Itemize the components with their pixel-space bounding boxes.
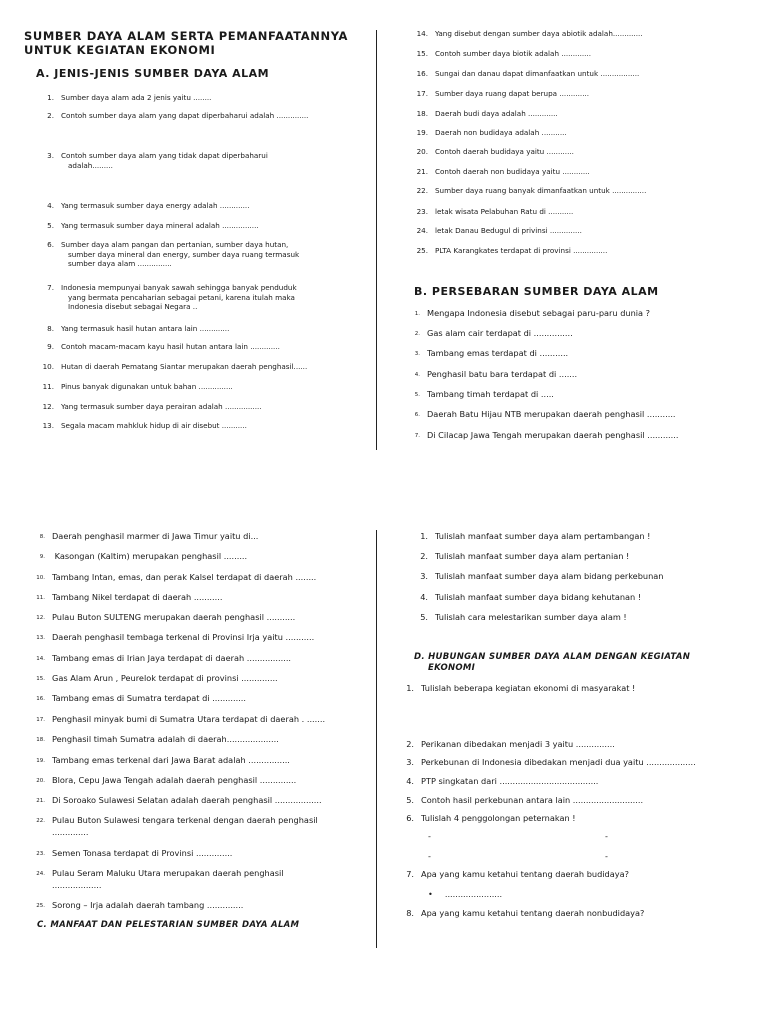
question-number: 1. <box>414 311 420 317</box>
question-text: letak Danau Bedugul di privinsi .............. <box>435 226 582 235</box>
question-text: PLTA Karangkates terdapat di provinsi ............... <box>435 246 608 255</box>
question-b-23 <box>31 848 232 860</box>
question-number: 8. <box>47 324 54 333</box>
question-d-1 <box>400 683 635 694</box>
question-number: 11. <box>42 382 54 391</box>
question-text: Gas Alam Arun , Peurelok terdapat di provinsi .............. <box>52 673 278 683</box>
question-number: 12. <box>42 402 54 411</box>
question-text: Contoh hasil perkebunan antara lain ........................... <box>421 795 644 805</box>
question-text-cont: adalah......... <box>68 160 113 170</box>
question-a-9 <box>40 342 280 352</box>
question-text: Perkebunan di Indonesia dibedakan menjadi dua yaitu ................... <box>421 757 696 767</box>
question-text: Contoh daerah budidaya yaitu ............ <box>435 147 574 156</box>
question-text-cont: .............. <box>52 826 89 837</box>
question-text: Pulau Buton Sulawesi tengara terkenal dengan daerah penghasil <box>52 815 318 825</box>
section-d-heading-line-1: D. HUBUNGAN SUMBER DAYA ALAM DENGAN KEGIATAN <box>414 652 691 662</box>
question-number: 9. <box>47 342 54 351</box>
question-text: Penghasil minyak bumi di Sumatra Utara terdapat di daerah . ....... <box>52 714 326 724</box>
question-text: Yang termasuk sumber daya energy adalah ............. <box>61 201 250 210</box>
question-b-10 <box>31 572 316 584</box>
question-text: Apa yang kamu ketahui tentang daerah nonbudidaya? <box>421 908 645 918</box>
answer-dash: - <box>605 851 608 861</box>
bullet-icon: • <box>428 889 433 899</box>
question-text: Daerah non budidaya adalah ........... <box>435 128 567 137</box>
question-number: 17. <box>416 89 428 98</box>
question-number: 10. <box>36 575 45 581</box>
question-number: 15. <box>36 676 45 682</box>
question-text: Contoh sumber daya alam yang tidak dapat diperbaharui <box>61 151 268 160</box>
question-text: Tambang emas di Sumatra terdapat di ............. <box>52 693 247 703</box>
question-number: 2. <box>47 111 54 120</box>
question-text: Daerah budi daya adalah ............. <box>435 109 558 118</box>
question-a-23 <box>414 207 573 217</box>
question-c-5 <box>414 612 627 623</box>
question-number: 17. <box>36 717 45 723</box>
question-text: Apa yang kamu ketahui tentang daerah budidaya? <box>421 869 629 879</box>
question-a-2 <box>40 111 308 121</box>
question-text: PTP singkatan dari ...................................... <box>421 776 599 786</box>
question-number: 6. <box>406 813 414 823</box>
question-b-4 <box>406 369 577 381</box>
question-text: Tambang emas terdapat di ........... <box>427 348 569 358</box>
question-a-24 <box>414 226 582 236</box>
question-b-8 <box>31 531 258 543</box>
question-number: 13. <box>42 421 54 430</box>
question-c-4 <box>414 592 641 603</box>
question-d-6 <box>400 813 576 824</box>
title-line-2: UNTUK KEGIATAN EKONOMI <box>24 43 216 57</box>
question-text: Tulislah 4 penggolongan peternakan ! <box>421 813 576 823</box>
title-line-1: SUMBER DAYA ALAM SERTA PEMANFAATANNYA <box>24 29 349 43</box>
question-text: Gas alam cair terdapat di ............... <box>427 328 573 338</box>
question-a-8 <box>40 324 229 334</box>
question-number: 14. <box>416 29 428 38</box>
question-b-21 <box>31 795 322 807</box>
column-divider-top <box>376 30 377 450</box>
worksheet-title <box>24 29 348 57</box>
question-a-12 <box>40 402 262 412</box>
question-a-22 <box>414 186 646 196</box>
question-b-16 <box>31 693 246 705</box>
question-number: 5. <box>47 221 54 230</box>
question-number: 4. <box>406 776 414 786</box>
question-text: Tambang timah terdapat di ..... <box>427 389 554 399</box>
question-text: Sungai dan danau dapat dimanfaatkan untuk ................. <box>435 69 640 78</box>
question-text: Tambang emas terkenal dari Jawa Barat adalah ................ <box>52 755 290 765</box>
question-number: 3. <box>414 351 420 357</box>
question-text: letak wisata Pelabuhan Ratu di ........... <box>435 207 574 216</box>
question-text: Blora, Cepu Jawa Tengah adalah daerah penghasil .............. <box>52 775 297 785</box>
question-number: 4. <box>420 592 428 602</box>
answer-dash: - <box>605 831 608 841</box>
question-number: 6. <box>414 412 420 418</box>
question-number: 19. <box>416 128 428 137</box>
question-number: 19. <box>36 758 45 764</box>
question-b-25 <box>31 900 243 912</box>
question-b-12 <box>31 612 295 624</box>
question-number: 20. <box>416 147 428 156</box>
question-text: Contoh sumber daya alam yang dapat diperbaharui adalah .............. <box>61 111 309 120</box>
question-a-6 <box>40 240 299 269</box>
question-text: Tulislah manfaat sumber daya alam pertambangan ! <box>435 531 651 541</box>
question-number: 22. <box>36 818 45 824</box>
question-number: 5. <box>414 392 420 398</box>
question-d-2 <box>400 739 615 750</box>
question-number: 1. <box>420 531 428 541</box>
question-b-3 <box>406 348 568 360</box>
question-number: 15. <box>416 49 428 58</box>
question-number: 8. <box>39 534 45 540</box>
question-b-18 <box>31 734 279 746</box>
question-a-15 <box>414 49 591 59</box>
question-text: Yang termasuk sumber daya mineral adalah ................ <box>61 221 259 230</box>
question-text: Sumber daya alam pangan dan pertanian, sumber daya hutan, <box>61 240 289 249</box>
question-a-16 <box>414 69 639 79</box>
question-text: Tambang Intan, emas, dan perak Kalsel terdapat di daerah ........ <box>52 572 317 582</box>
question-text: Tulislah cara melestarikan sumber daya alam ! <box>435 612 627 622</box>
question-number: 7. <box>406 869 414 879</box>
question-number: 5. <box>406 795 414 805</box>
question-b-5 <box>406 389 554 401</box>
question-a-7 <box>40 283 297 312</box>
question-a-17 <box>414 89 589 99</box>
question-a-13 <box>40 421 247 431</box>
column-divider-bottom <box>376 530 377 948</box>
question-number: 24. <box>36 871 45 877</box>
question-text: Pulau Buton SULTENG merupakan daerah penghasil ........... <box>52 612 296 622</box>
question-number: 10. <box>42 362 54 371</box>
question-number: 7. <box>414 433 420 439</box>
question-number: 25. <box>416 246 428 255</box>
question-a-20 <box>414 147 574 157</box>
question-b-6 <box>406 409 676 421</box>
question-text: Di Cilacap Jawa Tengah merupakan daerah penghasil ............ <box>427 430 679 440</box>
answer-dash: - <box>428 831 431 841</box>
question-text: Indonesia mempunyai banyak sawah sehingga banyak penduduk <box>61 283 297 292</box>
question-text: Tulislah manfaat sumber daya bidang kehutanan ! <box>435 592 642 602</box>
question-a-18 <box>414 109 558 119</box>
question-number: 18. <box>36 737 45 743</box>
question-text-cont: ................... <box>52 879 102 890</box>
question-text: Pulau Seram Maluku Utara merupakan daerah penghasil <box>52 868 284 878</box>
question-text: Tambang emas di Irian Jaya terdapat di daerah ................. <box>52 653 292 663</box>
question-a-19 <box>414 128 567 138</box>
question-number: 24. <box>416 226 428 235</box>
section-b-heading: B. PERSEBARAN SUMBER DAYA ALAM <box>414 285 659 298</box>
question-b-24 <box>31 868 284 890</box>
question-b-13 <box>31 632 314 644</box>
question-number: 22. <box>416 186 428 195</box>
question-text: Contoh daerah non budidaya yaitu ............ <box>435 167 590 176</box>
question-a-21 <box>414 167 590 177</box>
question-text: Pinus banyak digunakan untuk bahan ............... <box>61 382 233 391</box>
question-number: 2. <box>420 551 428 561</box>
question-number: 25. <box>36 903 45 909</box>
question-number: 3. <box>406 757 414 767</box>
question-b-1 <box>406 308 650 320</box>
question-text: Contoh macam-macam kayu hasil hutan antara lain ............. <box>61 342 280 351</box>
question-number: 6. <box>47 240 54 249</box>
question-d-4 <box>400 776 598 787</box>
section-c-heading: C. MANFAAT DAN PELESTARIAN SUMBER DAYA ALAM <box>37 920 300 930</box>
question-text: Yang disebut dengan sumber daya abiotik adalah............. <box>435 29 643 38</box>
answer-dots: ...................... <box>444 889 503 899</box>
question-b-11 <box>31 592 222 604</box>
question-number: 14. <box>36 656 45 662</box>
question-d-8 <box>400 908 644 919</box>
question-text: Sumber daya alam ada 2 jenis yaitu ........ <box>61 93 212 102</box>
question-number: 4. <box>414 372 420 378</box>
question-number: 18. <box>416 109 428 118</box>
question-text: Semen Tonasa terdapat di Provinsi .............. <box>52 848 233 858</box>
question-number: 13. <box>36 635 45 641</box>
answer-bullet-line <box>428 889 502 900</box>
question-number: 8. <box>406 908 414 918</box>
question-b-22 <box>31 815 318 837</box>
question-number: 2. <box>406 739 414 749</box>
question-a-25 <box>414 246 607 256</box>
question-text: Penghasil batu bara terdapat di ....... <box>427 369 578 379</box>
question-b-14 <box>31 653 291 665</box>
question-number: 23. <box>36 851 45 857</box>
question-text: Tulislah manfaat sumber daya alam bidang perkebunan <box>435 571 664 581</box>
question-number: 5. <box>420 612 428 622</box>
question-text: Sorong – Irja adalah daerah tambang .............. <box>52 900 244 910</box>
question-b-7 <box>406 430 678 442</box>
question-number: 20. <box>36 778 45 784</box>
question-text: Tulislah beberapa kegiatan ekonomi di masyarakat ! <box>421 683 636 693</box>
section-d-heading <box>414 652 690 674</box>
section-a-heading: A. JENIS-JENIS SUMBER DAYA ALAM <box>36 67 270 80</box>
question-text: Sumber daya ruang dapat berupa ............. <box>435 89 590 98</box>
question-number: 16. <box>416 69 428 78</box>
question-b-9 <box>31 551 247 563</box>
question-b-17 <box>31 714 325 726</box>
question-text-cont: sumber daya mineral dan energy, sumber daya ruang termasuk <box>68 249 300 259</box>
question-number: 11. <box>36 595 45 601</box>
question-number: 23. <box>416 207 428 216</box>
question-text: Penghasil timah Sumatra adalah di daerah.................... <box>52 734 279 744</box>
question-number: 12. <box>36 615 45 621</box>
question-text: Yang termasuk sumber daya perairan adalah ................ <box>61 402 262 411</box>
question-text: Hutan di daerah Pematang Siantar merupakan daerah penghasil...... <box>61 362 308 371</box>
question-b-20 <box>31 775 296 787</box>
question-a-5 <box>40 221 259 231</box>
question-text: Kasongan (Kaltim) merupakan penghasil ......... <box>52 551 248 561</box>
question-a-11 <box>40 382 233 392</box>
question-text: Daerah penghasil marmer di Jawa Timur yaitu di... <box>52 531 259 541</box>
question-text: Daerah Batu Hijau NTB merupakan daerah penghasil ........... <box>427 409 676 419</box>
answer-dash: - <box>428 851 431 861</box>
question-text: Tulislah manfaat sumber daya alam pertanian ! <box>435 551 630 561</box>
question-text: Mengapa Indonesia disebut sebagai paru-paru dunia ? <box>427 308 651 318</box>
question-a-3 <box>40 151 268 170</box>
question-number: 4. <box>47 201 54 210</box>
question-a-14 <box>414 29 643 39</box>
question-b-2 <box>406 328 573 340</box>
question-number: 1. <box>406 683 414 693</box>
question-b-15 <box>31 673 278 685</box>
question-number: 7. <box>47 283 54 292</box>
question-text: Contoh sumber daya biotik adalah ............. <box>435 49 591 58</box>
question-text-cont: yang bermata pencaharian sebagai petani, karena itulah maka <box>68 292 295 302</box>
question-number: 1. <box>47 93 54 102</box>
question-a-10 <box>40 362 307 372</box>
question-number: 21. <box>416 167 428 176</box>
question-text: Yang termasuk hasil hutan antara lain ............. <box>61 324 230 333</box>
question-number: 16. <box>36 696 45 702</box>
question-d-7 <box>400 869 629 880</box>
section-d-heading-line-2: EKONOMI <box>428 663 476 673</box>
question-text: Tambang Nikel terdapat di daerah ........... <box>52 592 223 602</box>
question-text-cont: Indonesia disebut sebagai Negara .. <box>68 302 198 311</box>
question-c-3 <box>414 571 664 582</box>
question-number: 2. <box>414 331 420 337</box>
question-d-3 <box>400 757 696 768</box>
question-text: Daerah penghasil tembaga terkenal di Provinsi Irja yaitu ........... <box>52 632 315 642</box>
question-c-2 <box>414 551 629 562</box>
question-text-cont: sumber daya alam ............... <box>68 259 172 268</box>
question-text: Perikanan dibedakan menjadi 3 yaitu ............... <box>421 739 615 749</box>
question-text: Sumber daya ruang banyak dimanfaatkan untuk ............... <box>435 186 647 195</box>
question-text: Di Soroako Sulawesi Selatan adalah daerah penghasil .................. <box>52 795 322 805</box>
question-a-1 <box>40 93 211 103</box>
question-b-19 <box>31 755 290 767</box>
question-number: 3. <box>47 151 54 160</box>
question-c-1 <box>414 531 650 542</box>
question-d-5 <box>400 795 643 806</box>
question-a-4 <box>40 201 250 211</box>
question-number: 9. <box>39 554 45 560</box>
question-number: 3. <box>420 571 428 581</box>
question-text: Segala macam mahkluk hidup di air disebut ........... <box>61 421 247 430</box>
question-number: 21. <box>36 798 45 804</box>
